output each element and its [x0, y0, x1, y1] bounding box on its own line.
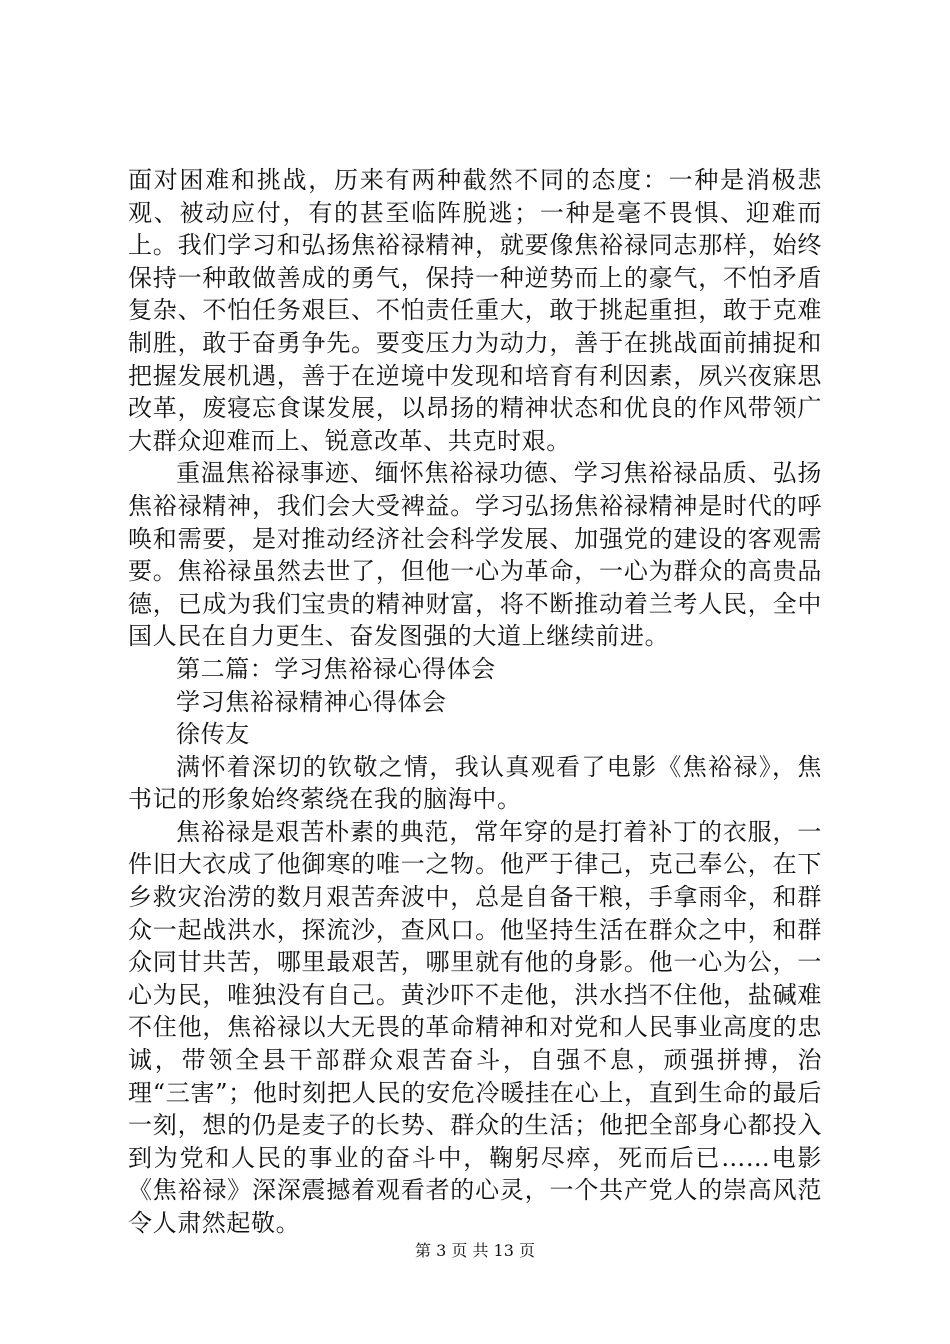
paragraph: 满怀着深切的钦敬之情，我认真观看了电影《焦裕禄》，焦书记的形象始终萦绕在我的脑海中。 — [128, 752, 822, 814]
article-title: 学习焦裕禄精神心得体会 — [176, 687, 447, 716]
paragraph: 重温焦裕禄事迹、缅怀焦裕禄功德、学习焦裕禄品质、弘扬焦裕禄精神，我们会大受裨益。学习弘扬焦裕禄精神是时代的呼唤和需要，是对推动经济社会科学发展、加强党的建设的客观需要。焦裕禄虽然去世了，但他一心为革命，一心为群众的高贵品德，已成为我们宝贵的精神财富，将不断推动着兰考人民，全中国人民在自力更生、奋发图强的大道上继续前进。 — [128, 459, 822, 651]
paragraph: 焦裕禄是艰苦朴素的典范，常年穿的是打着补丁的衣服，一件旧大衣成了他御寒的唯一之物。他严于律己，克己奉公，在下乡救灾治涝的数月艰苦奔波中，总是自备干粮，手拿雨伞，和群众一起战洪水，探流沙，查风口。他坚持生活在群众之中，和群众同甘共苦，哪里最艰苦，哪里就有他的身影。他一心为公，一心为民，唯独没有自己。黄沙吓不走他，洪水挡不住他，盐碱难不住他，焦裕禄以大无畏的革命精神和对党和人民事业高度的忠诚，带领全县干部群众艰苦奋斗，自强不息，顽强拼搏，治理“三害”；他时刻把人民的安危冷暖挂在心上，直到生命的最后一刻，想的仍是麦子的长势、群众的生活；他把全部身心都投入到为党和人民的事业的奋斗中，鞠躬尽瘁，死而后已……电影《焦裕禄》深深震撼着观看者的心灵，一个共产党人的崇高风范令人肃然起敬。 — [128, 817, 822, 1237]
author-name: 徐传友 — [176, 720, 250, 749]
section-title: 第二篇：学习焦裕禄心得体会 — [176, 654, 496, 683]
page-number-footer: 第 3 页 共 13 页 — [415, 1241, 535, 1260]
paragraph-continued: 面对困难和挑战，历来有两种截然不同的态度：一种是消极悲观、被动应付，有的甚至临阵脱逃；一种是毫不畏惧、迎难而上。我们学习和弘扬焦裕禄精神，就要像焦裕禄同志那样，始终保持一种敢做善成的勇气，保持一种逆势而上的豪气，不怕矛盾复杂、不怕任务艰巨、不怕责任重大，敢于挑起重担，敢于克难制胜，敢于奋勇争先。要变压力为动力，善于在挑战面前捕捉和把握发展机遇，善于在逆境中发现和培育有利因素，夙兴夜寐思改革，废寝忘食谋发展，以昂扬的精神状态和优良的作风带领广大群众迎难而上、锐意改革、共克时艰。 — [128, 166, 822, 455]
document-body — [128, 164, 822, 1240]
